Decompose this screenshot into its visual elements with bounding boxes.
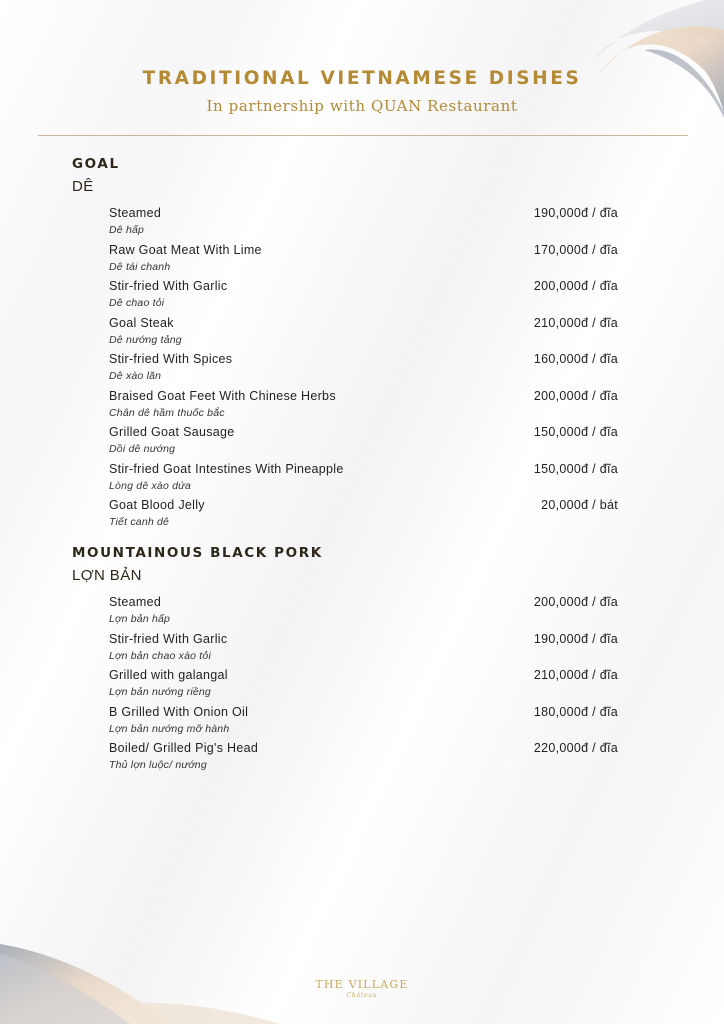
logo-name: THE VILLAGE xyxy=(315,978,409,991)
menu-item xyxy=(109,704,618,741)
menu-item xyxy=(109,631,618,668)
section-title: GOAL xyxy=(72,156,120,172)
menu-item-name: Stir-fried With Garlic xyxy=(109,631,228,646)
menu-item-price: 200,000đ / đĩa xyxy=(533,388,618,403)
menu-item-vietnamese-name: Dồi dê nướng xyxy=(109,443,176,455)
header-divider xyxy=(38,135,688,136)
section-subtitle: DÊ xyxy=(72,178,94,195)
menu-item-vietnamese-name: Dê chao tỏi xyxy=(109,297,165,309)
menu-item-price: 200,000đ / đĩa xyxy=(533,595,618,609)
menu-item-name: Boiled/ Grilled Pig's Head xyxy=(109,741,259,755)
menu-item xyxy=(109,351,618,388)
menu-item-price: 210,000đ / đĩa xyxy=(533,315,618,330)
menu-item-name: Steamed xyxy=(109,595,162,609)
menu-item-vietnamese-name: Thủ lợn luộc/ nướng xyxy=(109,759,207,771)
menu-item-price: 200,000đ / đĩa xyxy=(533,279,618,293)
menu-item-vietnamese-name: Dê tái chanh xyxy=(109,260,171,273)
menu-item-price: 220,000đ / đĩa xyxy=(533,741,618,755)
menu-subtitle: In partnership with QUAN Restaurant xyxy=(206,97,518,115)
menu-item-name: Goat Blood Jelly xyxy=(109,498,205,512)
menu-item-price: 170,000đ / đĩa xyxy=(533,242,618,257)
menu-item-vietnamese-name: Dê hấp xyxy=(109,224,145,236)
menu-item xyxy=(109,205,618,242)
menu-item xyxy=(109,315,618,352)
menu-item-vietnamese-name: Chân dê hầm thuốc bắc xyxy=(109,406,225,419)
menu-item xyxy=(109,740,618,777)
menu-item xyxy=(109,388,618,425)
menu-item xyxy=(109,667,618,704)
menu-item-price: 150,000đ / đĩa xyxy=(533,461,618,476)
section-title: MOUNTAINOUS BLACK PORK xyxy=(72,545,323,561)
menu-item-price: 150,000đ / đĩa xyxy=(533,425,618,439)
village-logo xyxy=(0,978,724,1000)
menu-item-name: Grilled Goat Sausage xyxy=(109,425,235,439)
section-black-pork xyxy=(72,543,618,777)
menu-item-name: Steamed xyxy=(109,206,162,220)
menu-item-vietnamese-name: Lợn bản nướng mỡ hành xyxy=(109,722,230,735)
menu-item xyxy=(109,594,618,631)
logo-tagline: Château xyxy=(346,992,378,999)
menu-item-name: B Grilled With Onion Oil xyxy=(109,704,249,719)
menu-item-price: 190,000đ / đĩa xyxy=(533,206,618,220)
menu-item xyxy=(109,497,618,534)
menu-item-name: Stir-fried Goat Intestines With Pineapple xyxy=(109,461,344,476)
menu-item xyxy=(109,424,618,461)
menu-item xyxy=(109,461,618,498)
menu-item-price: 210,000đ / đĩa xyxy=(533,668,618,682)
menu-item-price: 190,000đ / đĩa xyxy=(533,631,618,646)
menu-item-vietnamese-name: Dê nướng tảng xyxy=(109,333,182,346)
menu-item-name: Stir-fried With Spices xyxy=(109,352,233,366)
menu-item-list xyxy=(72,594,618,777)
menu-title: TRADITIONAL VIETNAMESE DISHES xyxy=(142,68,582,89)
menu-item xyxy=(109,242,618,279)
menu-item-vietnamese-name: Lợn bản chao xào tỏi xyxy=(109,649,212,662)
menu-item-name: Raw Goat Meat With Lime xyxy=(109,242,262,257)
menu-item xyxy=(109,278,618,315)
menu-item-name: Goal Steak xyxy=(109,315,174,330)
menu-item-price: 180,000đ / đĩa xyxy=(533,704,618,719)
menu-item-vietnamese-name: Dê xào lăn xyxy=(109,370,162,382)
menu-item-price: 160,000đ / đĩa xyxy=(533,352,618,366)
menu-item-vietnamese-name: Lợn bản nướng riềng xyxy=(109,686,211,698)
menu-header xyxy=(0,66,724,116)
section-goat xyxy=(72,154,618,534)
menu-item-name: Braised Goat Feet With Chinese Herbs xyxy=(109,388,336,403)
section-subtitle: LỢN BẢN xyxy=(72,567,142,584)
menu-item-vietnamese-name: Tiết canh dê xyxy=(109,516,170,528)
menu-item-list xyxy=(72,205,618,534)
menu-item-name: Stir-fried With Garlic xyxy=(109,279,228,293)
menu-item-vietnamese-name: Lợn bản hấp xyxy=(109,613,171,625)
menu-item-name: Grilled with galangal xyxy=(109,668,228,682)
menu-item-price: 20,000đ / bát xyxy=(541,498,618,512)
menu-item-vietnamese-name: Lòng dê xào dứa xyxy=(109,479,192,492)
